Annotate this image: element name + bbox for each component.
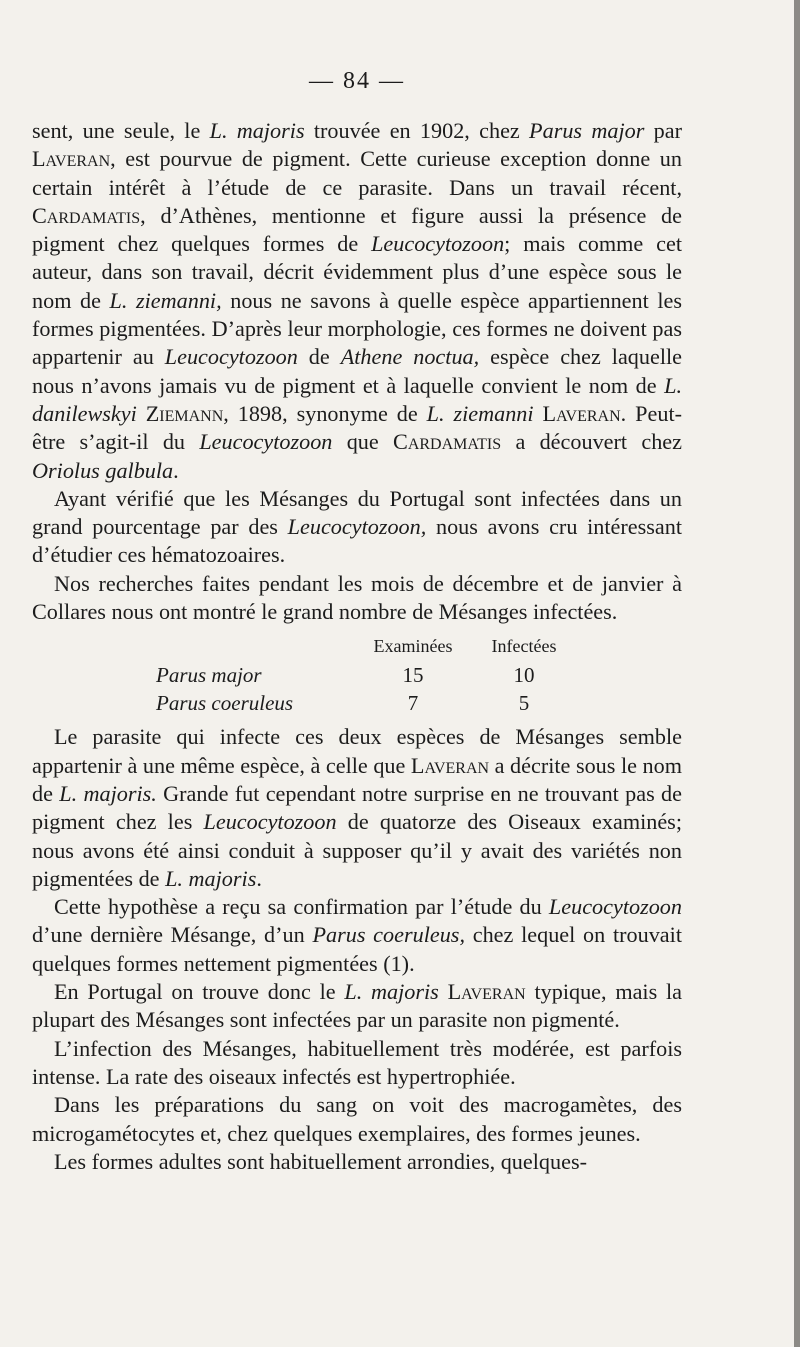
infection-table xyxy=(156,636,574,717)
column-header-examined: Examinées xyxy=(373,636,453,657)
paragraph-9: Les formes adultes sont habituellement arrondies, quelques- xyxy=(54,1148,587,1174)
infected-cell: 10 xyxy=(513,663,535,688)
paragraph-3: Nos recherches faites pendant les mois de décembre et de janvier à Collares nous ont montré le grand nombre de Mésanges infectées. xyxy=(32,570,682,625)
table-row xyxy=(156,689,574,717)
paragraph-5: Cette hypothèse a reçu sa confirmation par l’étude du Leucocytozoon d’une dernière Mésange, d’un Parus coeruleus, chez lequel on trouvait quelques formes nettement pigmentées (1). xyxy=(32,894,682,976)
species-cell: Parus major xyxy=(156,663,262,688)
paragraph-2: Ayant vérifié que les Mésanges du Portugal sont infectées dans un grand pourcentage par des Leucocytozoon, nous avons cru intéressant d’étudier ces hématozoaires. xyxy=(32,485,682,568)
page-edge xyxy=(794,0,800,1347)
table-row xyxy=(156,661,574,689)
infected-cell: 5 xyxy=(518,691,530,716)
paragraph-7: L’infection des Mésanges, habituellement très modérée, est parfois intense. La rate des oiseaux infectés est hypertrophiée. xyxy=(32,1035,682,1089)
page-number: — 84 — xyxy=(309,68,405,94)
species-cell: Parus coeruleus xyxy=(156,691,294,716)
table-header-row xyxy=(156,636,574,661)
paragraph-8: Dans les préparations du sang on voit des macrogamètes, des microgamétocytes et, chez quelques exemplaires, des formes jeunes. xyxy=(32,1092,682,1146)
paragraph-1: sent, une seule, le L. majoris trouvée en 1902, chez Parus major par Laveran, est pourvue de pigment. Cette curieuse exception donne un certain intérêt à l’étude de ce parasite. Dans un travail récent, Cardamatis, d’Athènes, mentionne et figure aussi la présence de pigment chez quelques formes de Leucocytozoon; mais comme cet auteur, dans son travail, décrit évidemment plus d’une espèce sous le nom de L. ziemanni, nous ne savons à quelle espèce appartiennent les formes pigmentées. D’après leur morphologie, ces formes ne doivent pas appartenir au Leucocytozoon de Athene noctua, espèce chez laquelle nous n’avons jamais vu de pigment et à laquelle convient le nom de L. danilewskyi Ziemann, 1898, synonyme de L. ziemanni Laveran. Peut-être s’agit-il du Leucocytozoon que Cardamatis a découvert chez Oriolus galbula. xyxy=(32,118,683,483)
column-header-infected: Infectées xyxy=(491,636,557,657)
paragraph-4: Le parasite qui infecte ces deux espèces de Mésanges semble appartenir à une même espèce, à celle que Laveran a décrite sous le nom de L. majoris. Grande fut cependant notre surprise en ne trouvant pas de pigment chez les Leucocytozoon de quatorze des Oiseaux examinés; nous avons été ainsi conduit à supposer qu’il y avait des variétés non pigmentées de L. majoris. xyxy=(32,724,682,891)
examined-cell: 15 xyxy=(402,663,424,688)
examined-cell: 7 xyxy=(407,691,419,716)
body-text xyxy=(32,117,682,1176)
paragraph-6: En Portugal on trouve donc le L. majoris Laveran typique, mais la plupart des Mésanges sont infectées par un parasite non pigmenté. xyxy=(32,979,682,1033)
